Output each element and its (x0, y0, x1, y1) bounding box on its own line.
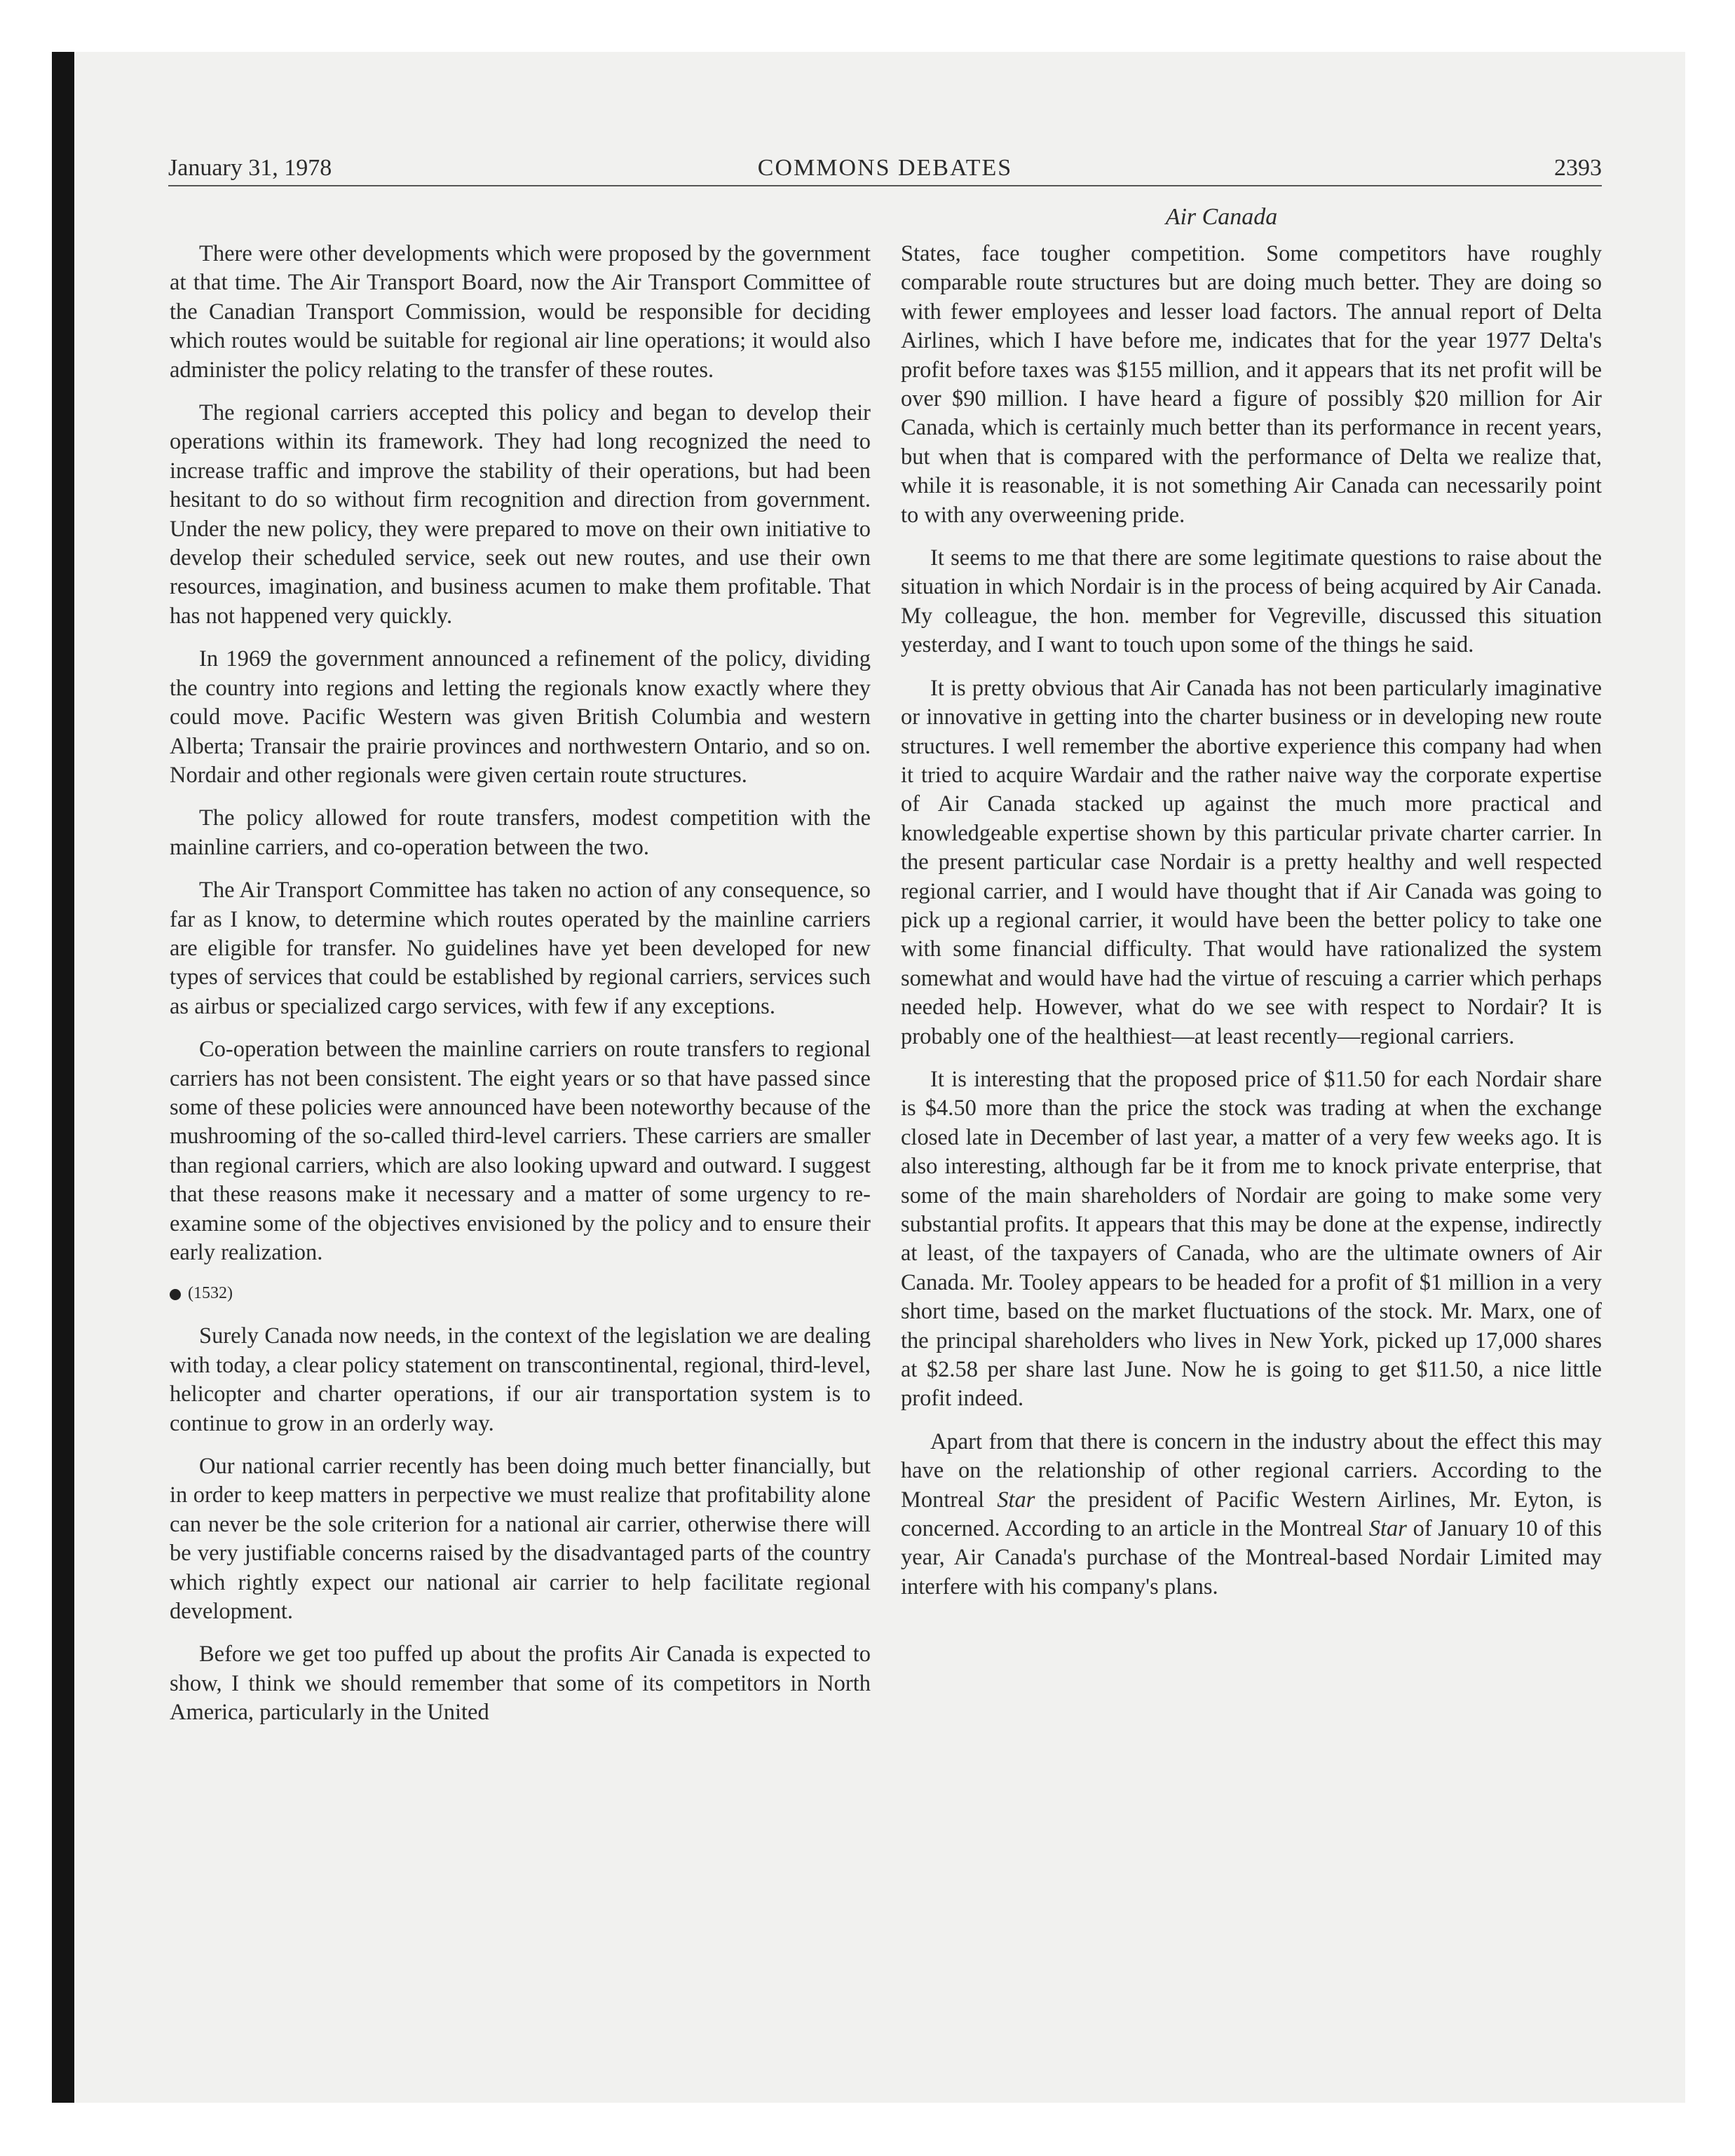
text-run: the president of Pacific Western Airlines, Mr. Eyton, is concerned. According to an article in the Montreal (901, 1487, 1602, 1542)
header-page-number: 2393 (1554, 155, 1602, 181)
page-header (168, 150, 1602, 186)
paragraph: The regional carriers accepted this policy and began to develop their operations within its framework. They had long recognized the need to increase traffic and improve the stability of their operations, but had been hesitant to do so without firm recognition and direction from government. Under the new policy, they were prepared to move on their own initiative to develop their scheduled service, seek out new routes, and use their own resources, imagination, and business acumen to make them profitable. That has not happened very quickly. (170, 400, 871, 629)
paragraph: It seems to me that there are some legitimate questions to raise about the situation in which Nordair is in the process of being acquired by Air Canada. My colleague, the hon. member for Vegreville, discussed this situation yesterday, and I want to touch upon some of the things he said. (901, 545, 1602, 658)
paragraph: There were other developments which were proposed by the government at that time. The Air Transport Board, now the Air Transport Committee of the Canadian Transport Commission, would be responsible for deciding which routes would be suitable for regional air line operations; it would also administer the policy relating to the transfer of these routes. (170, 241, 871, 383)
paragraph: Co-operation between the mainline carriers on route transfers to regional carriers has not been consistent. The eight years or so that have passed since some of these policies were announced have been noteworthy because of the mushrooming of the so-called third-level carriers. These carriers are smaller than regional carriers, which are also looking upward and outward. I suggest that these reasons make it necessary and a matter of some urgency to re-examine some of the objectives envisioned by the policy and to ensure their early realization. (170, 1037, 871, 1265)
paragraph: It is interesting that the proposed price of $11.50 for each Nordair share is $4.50 more than the price the stock was trading at when the exchange closed late in December of last year, a matter of a very few weeks ago. It is also interesting, although far be it from me to knock private enterprise, that some of the main shareholders of Nordair are going to make some very substantial profits. It appears that this may be done at the expense, indirectly at least, of the taxpayers of Canada, who are the ultimate owners of Air Canada. Mr. Tooley appears to be headed for a profit of $1 million in a very short time, based on the market fluctuations of the stock. Mr. Marx, one of the principal shareholders who lives in New York, picked up 17,000 shares at $2.58 per share last June. Now he is going to get $11.50, a nice little profit indeed. (901, 1066, 1602, 1412)
paragraph: Surely Canada now needs, in the context of the legislation we are dealing with today, a clear policy statement on transcontinental, regional, third-level, helicopter and charter operations, if our air transportation system is to continue to grow in an orderly way. (170, 1323, 871, 1436)
time-marker (170, 1281, 871, 1305)
newspaper-name: Star (1368, 1516, 1407, 1542)
paragraph: The policy allowed for route transfers, modest competition with the mainline carriers, and co-operation between the two. (170, 805, 871, 860)
paragraph: In 1969 the government announced a refinement of the policy, dividing the country into regions and letting the regionals know exactly where they could move. Pacific Western was given British Columbia and western Alberta; Transair the prairie provinces and northwestern Ontario, and so on. Nordair and other regionals were given certain route structures. (170, 646, 871, 788)
time-marker-text: (1532) (188, 1284, 233, 1303)
newspaper-name: Star (997, 1487, 1035, 1513)
bullet-icon (170, 1289, 181, 1300)
continued-paragraph: States, face tougher competition. Some competitors have roughly comparable route structures but are doing much better. They are doing so with fewer employees and lesser load factors. The annual report of Delta Airlines, which I have before me, indicates that for the year 1977 Delta's profit before taxes was $155 million, and it appears that its net profit will be over $90 million. I have heard a figure of possibly $20 million for Air Canada, which is certainly much better than its performance in recent years, but when that is compared with the performance of Delta we realize that, while it is reasonable, it is not something Air Canada can necessarily point to with any overweening pride. (901, 241, 1602, 528)
paragraph (901, 1428, 1602, 1602)
left-column (170, 240, 871, 1742)
paragraph: Our national carrier recently has been doing much better financially, but in order to keep matters in perpective we must realize that profitability alone can never be the sole criterion for a national air carrier, otherwise there will be very justifiable concerns raised by the disadvantaged parts of the country which rightly expect our national air carrier to help facilitate regional development. (170, 1454, 871, 1625)
binding-edge (52, 52, 74, 2103)
header-rule (168, 185, 1602, 186)
paragraph: Before we get too puffed up about the profits Air Canada is expected to show, I think we should remember that some of its competitors in North America, particularly in the United (170, 1642, 871, 1726)
paragraph: It is pretty obvious that Air Canada has not been particularly imaginative or innovative in getting into the charter business or in developing new route structures. I well remember the abortive experience this company had when it tried to acquire Wardair and the rather naive way the corporate expertise of Air Canada stacked up against the much more practical and knowledgeable expertise shown by this particular private charter carrier. In the present particular case Nordair is a pretty healthy and well respected regional carrier, and I would have thought that if Air Canada was going to pick up a regional carrier, it would have been the better policy to take one with some financial difficulty. That would have rationalized the system somewhat and would have had the virtue of rescuing a carrier which perhaps needed help. However, what do we see with respect to Nordair? It is probably one of the healthiest—at least recently—regional carriers. (901, 675, 1602, 1049)
text-run: of January 10 of this year, Air Canada's purchase of the Montreal-based Nordair Limited may interfere with his company's plans. (901, 1516, 1602, 1599)
paragraph: The Air Transport Committee has taken no action of any consequence, so far as I know, to determine which routes operated by the mainline carriers are eligible for transfer. No guidelines have yet been developed for new types of services that could be established by regional carriers, services such as airbus or specialized cargo services, with few if any exceptions. (170, 878, 871, 1019)
header-date: January 31, 1978 (168, 155, 332, 181)
running-topic: Air Canada (1165, 204, 1278, 230)
right-column (901, 240, 1602, 1616)
header-publication: COMMONS DEBATES (757, 155, 1013, 181)
text-run: Apart from that there is concern in the industry about the effect this may have on the relationship of other regional carriers. According to the Montreal (901, 1428, 1602, 1513)
